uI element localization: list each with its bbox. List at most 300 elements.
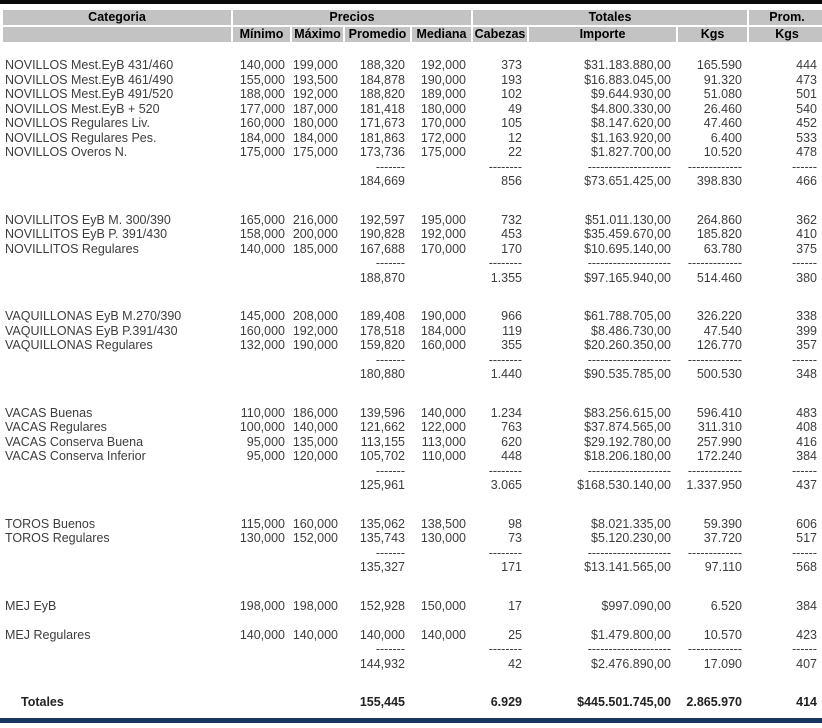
maximo-cell: 187,000 [292, 101, 338, 116]
promedio-cell: 152,928 [359, 598, 405, 613]
promedio-cell: 184,878 [359, 72, 405, 87]
mediana-cell: 172,000 [420, 130, 466, 145]
maximo-cell: 190,000 [292, 338, 338, 352]
promedio-cell: 173,736 [359, 145, 405, 159]
mediana-cell: 138,500 [420, 516, 466, 531]
cabezas-cell: 17 [508, 598, 522, 613]
totals-cabezas-cell: 6.929 [490, 695, 522, 709]
promedio-rule: ------- [375, 256, 405, 270]
cabezas-cell: 49 [508, 101, 522, 116]
importe-rule: -------------------- [587, 352, 671, 367]
price-report-table [3, 10, 822, 710]
kgs-rule: ------------- [687, 545, 742, 560]
cabezas-cell: 453 [501, 227, 522, 241]
totals-promedio-cell: 155,445 [359, 695, 405, 709]
prom-kgs-rule: ------ [792, 159, 817, 174]
header-group-row [3, 10, 822, 25]
maximo-cell: 160,000 [292, 516, 338, 531]
kgs-cell: 63.780 [703, 241, 742, 256]
maximo-cell: 185,000 [292, 241, 338, 256]
totals-mediana-cell [412, 695, 471, 710]
categoria-cell: NOVILLOS Mest.EyB + 520 [5, 101, 160, 116]
table-row [3, 628, 822, 643]
subtotal-rule-row [3, 160, 822, 175]
maximo-rule [292, 464, 343, 479]
mediana-cell: 190,000 [420, 309, 466, 323]
mediana-cell: 192,000 [420, 227, 466, 241]
promedio-cell: 188,320 [359, 58, 405, 72]
table-row [3, 58, 822, 73]
cabezas-rule: -------- [488, 256, 522, 270]
mediana-subtotal [412, 478, 471, 493]
cabezas-cell: 73 [508, 531, 522, 545]
table-row [3, 131, 822, 146]
categoria-rule [3, 546, 231, 561]
header-col-importe: Importe [529, 27, 676, 42]
kgs-cell: 59.390 [703, 516, 742, 531]
importe-rule: -------------------- [587, 642, 671, 656]
table-row [3, 406, 822, 421]
mediana-cell: 184,000 [420, 323, 466, 338]
totals-kgs-cell: 2.865.970 [686, 695, 742, 709]
importe-rule: -------------------- [587, 545, 671, 560]
kgs-cell: 596.410 [696, 405, 742, 420]
minimo-cell: 95,000 [246, 434, 285, 449]
cabezas-rule: -------- [488, 463, 522, 478]
mediana-cell: 140,000 [420, 405, 466, 420]
kgs-cell: 311.310 [697, 420, 742, 434]
categoria-cell: VACAS Conserva Buena [5, 434, 144, 449]
importe-subtotal: $13.141.565,00 [584, 560, 671, 574]
mediana-cell: 192,000 [420, 58, 466, 72]
promedio-cell: 135,062 [359, 516, 405, 531]
header-col-promedio: Promedio [345, 27, 410, 42]
prom-kgs-cell: 533 [796, 130, 817, 145]
table-row [3, 324, 822, 339]
prom-kgs-cell: 501 [796, 87, 817, 101]
categoria-subtotal [3, 367, 231, 382]
cabezas-subtotal: 1.355 [490, 270, 522, 285]
kgs-cell: 264.860 [696, 212, 742, 227]
subtotal-row [3, 657, 822, 672]
categoria-cell: TOROS Regulares [5, 531, 110, 545]
mediana-subtotal [412, 174, 471, 189]
mediana-cell: 180,000 [420, 101, 466, 116]
mediana-cell: 160,000 [420, 338, 466, 352]
mediana-cell: 113,000 [421, 434, 466, 449]
promedio-cell: 113,155 [360, 434, 405, 449]
importe-cell: $20.260.350,00 [584, 338, 671, 352]
promedio-subtotal: 125,961 [359, 478, 405, 492]
importe-subtotal: $168.530.140,00 [577, 478, 671, 492]
minimo-cell: 160,000 [239, 323, 285, 338]
subtotal-row [3, 174, 822, 189]
maximo-cell: 175,000 [292, 145, 338, 159]
grand-totals-row [3, 695, 822, 710]
minimo-cell: 165,000 [239, 212, 285, 227]
importe-subtotal: $97.165.940,00 [584, 270, 671, 285]
cabezas-cell: 355 [501, 338, 522, 352]
categoria-cell: NOVILLOS Overos N. [5, 145, 128, 159]
table-row [3, 87, 822, 102]
promedio-cell: 189,408 [359, 309, 405, 323]
header-column-row [3, 27, 822, 42]
cabezas-subtotal: 1.440 [490, 367, 522, 381]
kgs-subtotal: 17.090 [703, 656, 742, 671]
header-col-minimo: Mínimo [233, 27, 290, 42]
categoria-cell: NOVILLOS Mest.EyB 461/490 [5, 72, 174, 87]
cabezas-cell: 1.234 [490, 405, 522, 420]
promedio-cell: 140,000 [359, 627, 405, 642]
prom-kgs-cell: 375 [796, 241, 817, 256]
minimo-cell: 158,000 [239, 227, 285, 241]
mediana-cell: 190,000 [420, 72, 466, 87]
minimo-rule [233, 160, 290, 175]
mediana-subtotal [412, 657, 471, 672]
kgs-cell: 185.820 [696, 227, 742, 241]
maximo-rule [292, 160, 343, 175]
minimo-cell: 155,000 [239, 72, 285, 87]
prom-kgs-cell: 606 [796, 516, 817, 531]
table-row [3, 227, 822, 242]
cabezas-rule: -------- [488, 159, 522, 174]
importe-cell: $5.120.230,00 [591, 531, 671, 545]
minimo-rule [233, 546, 290, 561]
kgs-cell: 26.460 [703, 101, 742, 116]
importe-cell: $18.206.180,00 [584, 449, 671, 463]
categoria-cell: NOVILLOS Mest.EyB 431/460 [5, 58, 174, 72]
importe-rule: -------------------- [587, 463, 671, 478]
categoria-cell: NOVILLOS Regulares Pes. [5, 130, 157, 145]
minimo-cell: 160,000 [239, 116, 285, 130]
maximo-cell: 216,000 [292, 212, 338, 227]
mediana-subtotal [412, 367, 471, 382]
importe-cell: $61.788.705,00 [584, 309, 671, 323]
prom-kgs-subtotal: 407 [796, 656, 817, 671]
table-row [3, 531, 822, 546]
categoria-cell: NOVILLITOS Regulares [5, 241, 139, 256]
minimo-cell: 177,000 [239, 101, 285, 116]
categoria-rule [3, 464, 231, 479]
maximo-rule [292, 353, 343, 368]
prom-kgs-cell: 357 [796, 338, 817, 352]
prom-kgs-cell: 423 [796, 627, 817, 642]
minimo-cell: 132,000 [239, 338, 285, 352]
maximo-cell: 140,000 [292, 627, 338, 642]
mediana-cell: 170,000 [420, 116, 466, 130]
maximo-subtotal [292, 174, 343, 189]
cabezas-cell: 25 [508, 627, 522, 642]
mediana-rule [412, 160, 471, 175]
kgs-cell: 126.770 [696, 338, 742, 352]
mediana-cell: 122,000 [420, 420, 466, 434]
importe-cell: $4.800.330,00 [591, 101, 671, 116]
categoria-cell: VACAS Conserva Inferior [5, 449, 146, 463]
maximo-cell: 120,000 [292, 449, 338, 463]
subtotal-row [3, 271, 822, 286]
table-row [3, 116, 822, 131]
prom-kgs-cell: 444 [796, 58, 817, 72]
prom-kgs-cell: 473 [796, 72, 817, 87]
categoria-subtotal [3, 174, 231, 189]
importe-cell: $1.479.800,00 [591, 627, 671, 642]
minimo-rule [233, 256, 290, 271]
header-col-maximo: Máximo [292, 27, 343, 42]
prom-kgs-subtotal: 380 [796, 270, 817, 285]
minimo-cell: 130,000 [239, 531, 285, 545]
maximo-cell: 199,000 [292, 58, 338, 72]
subtotal-rule-row [3, 546, 822, 561]
maximo-rule [292, 642, 343, 657]
maximo-cell: 184,000 [292, 130, 338, 145]
prom-kgs-cell: 399 [796, 323, 817, 338]
mediana-cell: 175,000 [420, 145, 466, 159]
kgs-subtotal: 1.337.950 [686, 478, 742, 492]
mediana-cell: 140,000 [420, 627, 466, 642]
kgs-cell: 47.460 [703, 116, 742, 130]
kgs-rule: ------------- [687, 256, 742, 270]
mediana-cell: 189,000 [420, 87, 466, 101]
maximo-cell: 186,000 [292, 405, 338, 420]
category-section-mej [3, 599, 822, 672]
promedio-cell: 135,743 [359, 531, 405, 545]
kgs-rule: ------------- [687, 642, 742, 656]
minimo-rule [233, 642, 290, 657]
header-group-categoria: Categoria [3, 10, 231, 25]
promedio-subtotal: 135,327 [359, 560, 405, 574]
prom-kgs-cell: 478 [796, 145, 817, 159]
mediana-cell: 130,000 [420, 531, 466, 545]
importe-subtotal: $90.535.785,00 [584, 367, 671, 381]
promedio-cell: 188,820 [359, 87, 405, 101]
mediana-subtotal [412, 560, 471, 575]
kgs-cell: 10.520 [703, 145, 742, 159]
cabezas-cell: 620 [501, 434, 522, 449]
promedio-subtotal: 180,880 [359, 367, 405, 381]
cabezas-rule: -------- [488, 545, 522, 560]
maximo-cell: 152,000 [292, 531, 338, 545]
table-row [3, 599, 822, 614]
table-row [3, 449, 822, 464]
mediana-subtotal [412, 271, 471, 286]
prom-kgs-rule: ------ [792, 642, 817, 656]
category-section-vaquillonas [3, 309, 822, 382]
category-section-novillos [3, 58, 822, 189]
importe-rule: -------------------- [587, 256, 671, 270]
promedio-cell: 159,820 [359, 338, 405, 352]
categoria-cell: VAQUILLONAS EyB M.270/390 [5, 309, 182, 323]
promedio-cell: 121,662 [359, 420, 405, 434]
prom-kgs-cell: 362 [796, 212, 817, 227]
minimo-subtotal [233, 478, 290, 493]
totals-maximo-cell [292, 695, 343, 710]
maximo-rule [292, 546, 343, 561]
table-row [3, 309, 822, 324]
importe-cell: $8.486.730,00 [591, 323, 671, 338]
minimo-cell: 198,000 [239, 598, 285, 613]
categoria-subtotal [3, 271, 231, 286]
categoria-cell: VAQUILLONAS EyB P.391/430 [5, 323, 178, 338]
subtotal-row [3, 367, 822, 382]
cabezas-rule: -------- [488, 642, 522, 656]
cabezas-rule: -------- [488, 352, 522, 367]
promedio-cell: 171,673 [359, 116, 405, 130]
maximo-subtotal [292, 657, 343, 672]
header-col-kgs: Kgs [678, 27, 747, 42]
promedio-cell: 178,518 [359, 323, 405, 338]
maximo-cell: 135,000 [292, 434, 338, 449]
prom-kgs-subtotal: 466 [796, 174, 817, 188]
cabezas-cell: 119 [502, 323, 522, 338]
subtotal-row [3, 478, 822, 493]
mediana-rule [412, 642, 471, 657]
kgs-rule: ------------- [687, 159, 742, 174]
kgs-cell: 165.590 [696, 58, 742, 72]
minimo-cell: 95,000 [246, 449, 285, 463]
table-row [3, 420, 822, 435]
importe-cell: $1.827.700,00 [591, 145, 671, 159]
subtotal-rule-row [3, 642, 822, 657]
categoria-rule [3, 160, 231, 175]
kgs-cell: 10.570 [703, 627, 742, 642]
minimo-cell: 100,000 [239, 420, 285, 434]
categoria-cell: MEJ Regulares [5, 627, 91, 642]
subtotal-row [3, 560, 822, 575]
cabezas-cell: 966 [501, 309, 522, 323]
category-section-toros [3, 517, 822, 575]
kgs-rule: ------------- [687, 352, 742, 367]
mediana-rule [412, 464, 471, 479]
importe-cell: $10.695.140,00 [584, 241, 671, 256]
cabezas-cell: 448 [501, 449, 522, 463]
kgs-cell: 6.520 [710, 598, 742, 613]
promedio-cell: 181,418 [359, 101, 405, 116]
categoria-cell: VACAS Buenas [5, 405, 93, 420]
category-section-vacas [3, 406, 822, 493]
cabezas-subtotal: 171 [501, 560, 522, 574]
promedio-rule: ------- [375, 159, 405, 174]
subtotal-rule-row [3, 464, 822, 479]
subtotal-rule-row [3, 256, 822, 271]
categoria-cell: VAQUILLONAS Regulares [5, 338, 153, 352]
maximo-subtotal [292, 560, 343, 575]
minimo-cell: 175,000 [239, 145, 285, 159]
categoria-cell: NOVILLITOS EyB P. 391/430 [5, 227, 168, 241]
maximo-cell: 193,500 [292, 72, 338, 87]
cabezas-cell: 763 [501, 420, 522, 434]
maximo-rule [292, 256, 343, 271]
importe-cell: $37.874.565,00 [584, 420, 671, 434]
kgs-subtotal: 97.110 [704, 560, 742, 574]
prom-kgs-subtotal: 568 [796, 560, 817, 574]
kgs-cell: 91.320 [703, 72, 742, 87]
totals-minimo-cell [233, 695, 290, 710]
categoria-cell: NOVILLOS Regulares Liv. [5, 116, 150, 130]
kgs-rule: ------------- [687, 463, 742, 478]
minimo-cell: 188,000 [239, 87, 285, 101]
categoria-subtotal [3, 560, 231, 575]
table-row [3, 338, 822, 353]
prom-kgs-subtotal: 348 [796, 367, 817, 381]
prom-kgs-rule: ------ [792, 256, 817, 270]
prom-kgs-cell: 408 [796, 420, 817, 434]
categoria-rule [3, 642, 231, 657]
promedio-cell: 139,596 [359, 405, 405, 420]
promedio-rule: ------- [375, 642, 405, 656]
minimo-cell: 110,000 [240, 405, 285, 420]
prom-kgs-rule: ------ [792, 545, 817, 560]
mediana-cell: 110,000 [421, 449, 466, 463]
header-group-precios: Precios [233, 10, 471, 25]
importe-cell: $31.183.880,00 [584, 58, 671, 72]
categoria-subtotal [3, 478, 231, 493]
maximo-cell: 192,000 [292, 323, 338, 338]
maximo-cell: 208,000 [292, 309, 338, 323]
cabezas-cell: 170 [501, 241, 522, 256]
table-body [3, 58, 822, 671]
cabezas-cell: 193 [501, 72, 522, 87]
cabezas-subtotal: 856 [501, 174, 522, 188]
prom-kgs-cell: 410 [796, 227, 817, 241]
importe-cell: $35.459.670,00 [584, 227, 671, 241]
header-group-prom: Prom. [749, 10, 822, 25]
importe-rule: -------------------- [587, 159, 671, 174]
category-section-novillitos [3, 213, 822, 286]
cabezas-cell: 102 [501, 87, 522, 101]
header-group-totales: Totales [473, 10, 747, 25]
header-col-cabezas: Cabezas [474, 27, 526, 41]
importe-subtotal: $73.651.425,00 [584, 174, 671, 188]
promedio-cell: 190,828 [359, 227, 405, 241]
maximo-cell: 180,000 [292, 116, 338, 130]
maximo-subtotal [292, 367, 343, 382]
cabezas-cell: 373 [501, 58, 522, 72]
importe-cell: $16.883.045,00 [584, 72, 671, 87]
cabezas-cell: 98 [508, 516, 522, 531]
cabezas-cell: 12 [508, 130, 522, 145]
maximo-cell: 200,000 [292, 227, 338, 241]
prom-kgs-cell: 384 [796, 598, 817, 613]
prom-kgs-cell: 483 [796, 405, 817, 420]
mediana-rule [412, 256, 471, 271]
prom-kgs-cell: 416 [796, 434, 817, 449]
categoria-rule [3, 353, 231, 368]
header-col-categoria [3, 27, 231, 42]
maximo-subtotal [292, 478, 343, 493]
promedio-rule: ------- [375, 463, 405, 478]
mediana-cell: 195,000 [420, 212, 466, 227]
mediana-cell: 170,000 [420, 241, 466, 256]
kgs-subtotal: 514.460 [696, 270, 742, 285]
minimo-cell: 140,000 [239, 627, 285, 642]
minimo-rule [233, 353, 290, 368]
totals-label: Totales [21, 695, 64, 709]
table-row [3, 242, 822, 257]
categoria-cell: NOVILLITOS EyB M. 300/390 [5, 212, 171, 227]
minimo-subtotal [233, 367, 290, 382]
minimo-subtotal [233, 174, 290, 189]
maximo-subtotal [292, 271, 343, 286]
cabezas-cell: 22 [508, 145, 522, 159]
promedio-cell: 192,597 [359, 212, 405, 227]
table-row [3, 73, 822, 88]
categoria-cell: VACAS Regulares [5, 420, 107, 434]
kgs-cell: 6.400 [710, 130, 742, 145]
promedio-cell: 167,688 [359, 241, 405, 256]
prom-kgs-rule: ------ [792, 463, 817, 478]
promedio-cell: 105,702 [359, 449, 405, 463]
header-col-mediana: Mediana [412, 27, 471, 42]
